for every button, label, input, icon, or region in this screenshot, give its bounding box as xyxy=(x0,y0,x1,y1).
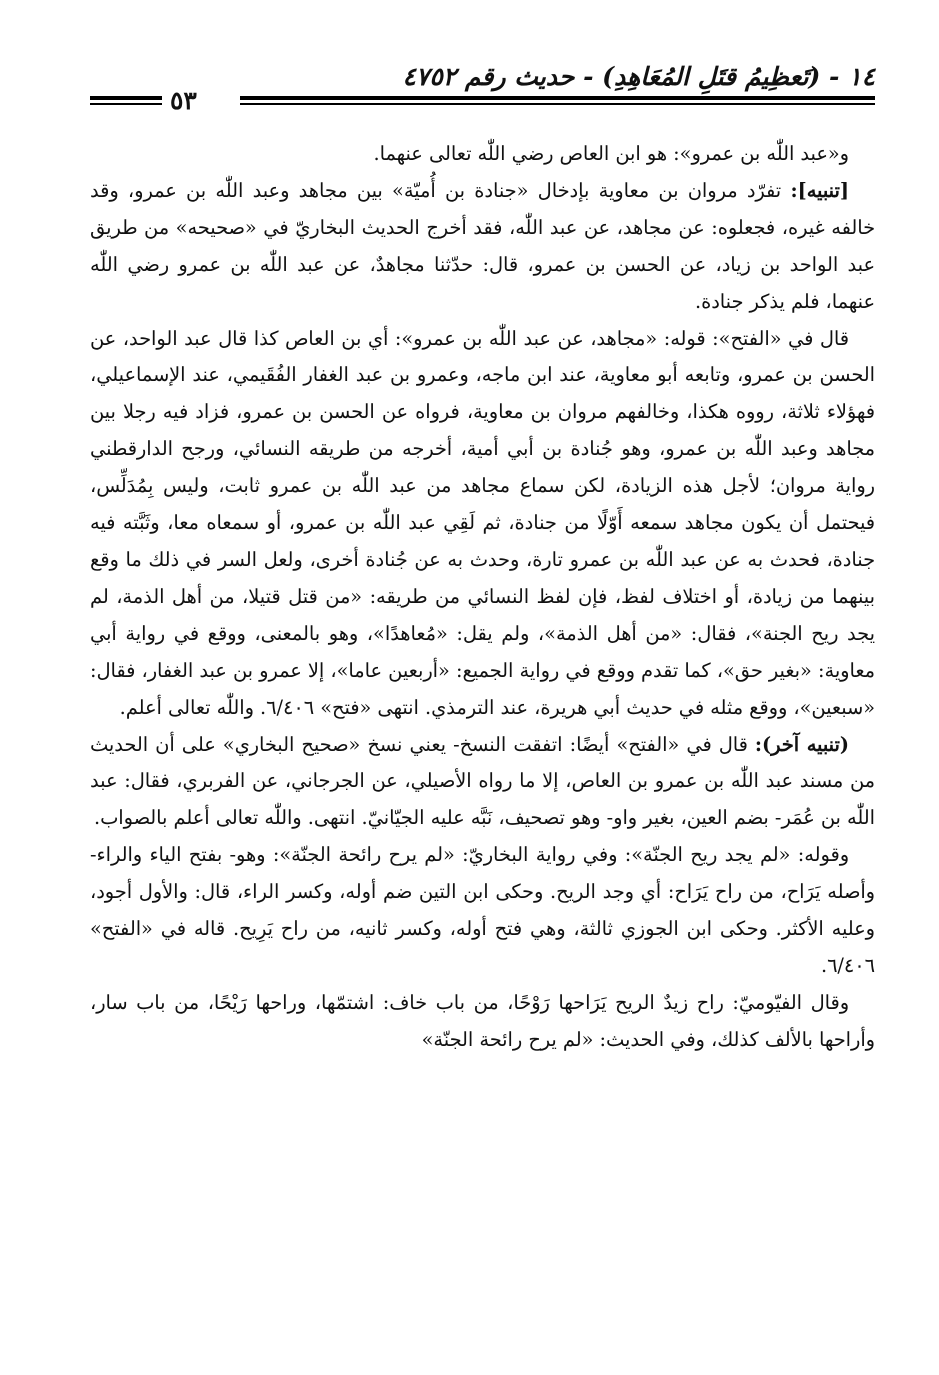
body-text xyxy=(90,136,875,1059)
paragraph: قال في «الفتح»: قوله: «مجاهد، عن عبد اللّٰه بن عمرو»: أي بن العاص كذا قال عبد الواحد، عن الحسن بن عمرو، وتابعه أبو معاوية، عند ابن ماجه، وعمرو بن عبد الغفار الفُقَيمي، عند الإسماعيلي، فهؤلاء ثلاثة، رووه هكذا، وخالفهم مروان بن معاوية، فرواه عن الحسن بن عمرو، فزاد فيه رجلا بين مجاهد وعبد اللّٰه بن عمرو، وهو جُنادة بن أبي أمية، أخرجه من طريقه النسائي، ورجح الدارقطني رواية مروان؛ لأجل هذه الزيادة، لكن سماع مجاهد من عبد اللّٰه بن عمرو ثابت، وليس بِمُدَلِّس، فيحتمل أن يكون مجاهد سمعه أَوّلًا من جنادة، ثم لَقِي عبد اللّٰه بن عمرو، أو سمعاه معا، وثَبَّته فيه جنادة، فحدث به عن عبد اللّٰه بن عمرو تارة، وحدث به عن جُنادة أخرى، ولعل السر في ذلك ما وقع بينهما من زيادة، أو اختلاف لفظ، فإن لفظ النسائي من طريقه: «من قتل قتيلا، من أهل الذمة، لم يجد ريح الجنة»، فقال: «من أهل الذمة»، ولم يقل: «مُعاهدًا»، وهو بالمعنى، ووقع في رواية أبي معاوية: «بغير حق»، كما تقدم ووقع في رواية الجميع: «أربعين عاما»، إلا عمرو بن عبد الغفار، فقال: «سبعين»، ووقع مثله في حديث أبي هريرة، عند الترمذي. انتهى «فتح» ٦/٤٠٦. واللّٰه تعالى أعلم. xyxy=(90,326,875,719)
page-number: ٥٣ xyxy=(170,86,197,115)
tanbih-label: (تنبيه آخر): xyxy=(754,732,849,756)
tanbih-label: [تنبيه]: xyxy=(790,178,849,202)
header-rule-right xyxy=(240,96,875,105)
paragraph: [تنبيه]: تفرّد مروان بن معاوية بإدخال «جنادة بن أُميّة» بين مجاهد وعبد اللّٰه بن عمرو، وقد خالفه غيره، فجعلوه: عن مجاهد، عن عبد اللّٰه، فقد أخرج الحديث البخاريّ في «صحيحه» من طريق عبد الواحد بن زياد، عن الحسن بن عمرو، قال: حدّثنا مجاهدٌ، عن عبد اللّٰه بن عمرو رضي اللّٰه عنهما، فلم يذكر جنادة. xyxy=(90,178,875,313)
paragraph: وقوله: «لم يجد ريح الجنّة»: وفي رواية البخاريّ: «لم يرح رائحة الجنّة»: وهو- بفتح الياء والراء- وأصله يَرَاح، من راح يَرَاح: أي وجد الريح. وحكى ابن التين ضم أوله، وكسر الراء، قال: والأول أجود، وعليه الأكثر. وحكى ابن الجوزي ثالثة، وهي فتح أوله، وكسر ثانيه، من راح يَرِيح. قاله في «الفتح» ٦/٤٠٦. xyxy=(90,843,875,977)
running-title: ١٤ - (تَعظِيمُ قتَلِ المُعَاهِدِ) - حديث رقم ٤٧٥٢ xyxy=(402,62,875,91)
paragraph: (تنبيه آخر): قال في «الفتح» أيضًا: اتفقت النسخ- يعني نسخ «صحيح البخاري» على أن الحديث من مسند عبد اللّٰه بن عمرو بن العاص، إلا ما رواه الأصيلي، عن الجرجاني، عن الفربري، فقال: عبد اللّٰه بن عُمَر- بضم العين، بغير واو- وهو تصحيف، نَبَّه عليه الجيّانيّ. انتهى. واللّٰه تعالى أعلم بالصواب. xyxy=(90,732,875,830)
paragraph: وقال الفيّوميّ: راح زيدٌ الريح يَرَاحها رَوْحًا، من باب خاف: اشتمّها، وراحها رَيْحًا، من باب سار، وأراحها بالألف كذلك، وفي الحديث: «لم يرح رائحة الجنّة» xyxy=(90,990,875,1051)
header-rule-left xyxy=(90,96,162,105)
page-header xyxy=(90,62,875,116)
paragraph: و«عبد اللّٰه بن عمرو»: هو ابن العاص رضي اللّٰه تعالى عنهما. xyxy=(373,142,849,165)
